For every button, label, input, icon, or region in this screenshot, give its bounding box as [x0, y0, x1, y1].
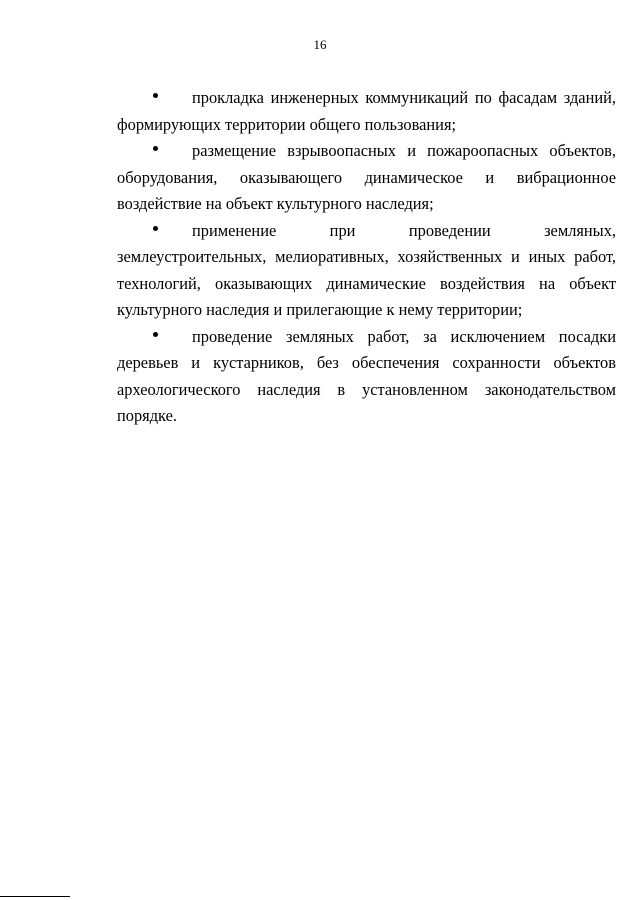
list-item	[117, 218, 616, 324]
list-item	[117, 85, 616, 138]
bullet-dot-icon	[153, 226, 158, 231]
list-item-text: проведение земляных работ, за исключением посадки деревьев и кустарников, без обеспечения сохранности объектов археологического наследия в установленном законодательством порядке.	[117, 326, 616, 425]
list-item-text: применение при проведении земляных, землеустроительных, мелиоративных, хозяйственных и иных работ, технологий, оказывающих динамические воздействия на объект культурного наследия и прилегающие к нему территории;	[117, 220, 616, 319]
bullet-list	[117, 85, 616, 430]
footer-rule	[0, 896, 70, 897]
bullet-dot-icon	[153, 93, 158, 98]
list-item-text: размещение взрывоопасных и пожароопасных объектов, оборудования, оказывающего динамическое и вибрационное воздействие на объект культурного наследия;	[117, 141, 616, 213]
bullet-dot-icon	[153, 332, 158, 337]
list-item	[117, 138, 616, 218]
list-item-text: прокладка инженерных коммуникаций по фасадам зданий, формирующих территории общего пользования;	[117, 88, 616, 134]
bullet-dot-icon	[153, 146, 158, 151]
page-number: 16	[313, 37, 327, 52]
list-item	[117, 324, 616, 430]
